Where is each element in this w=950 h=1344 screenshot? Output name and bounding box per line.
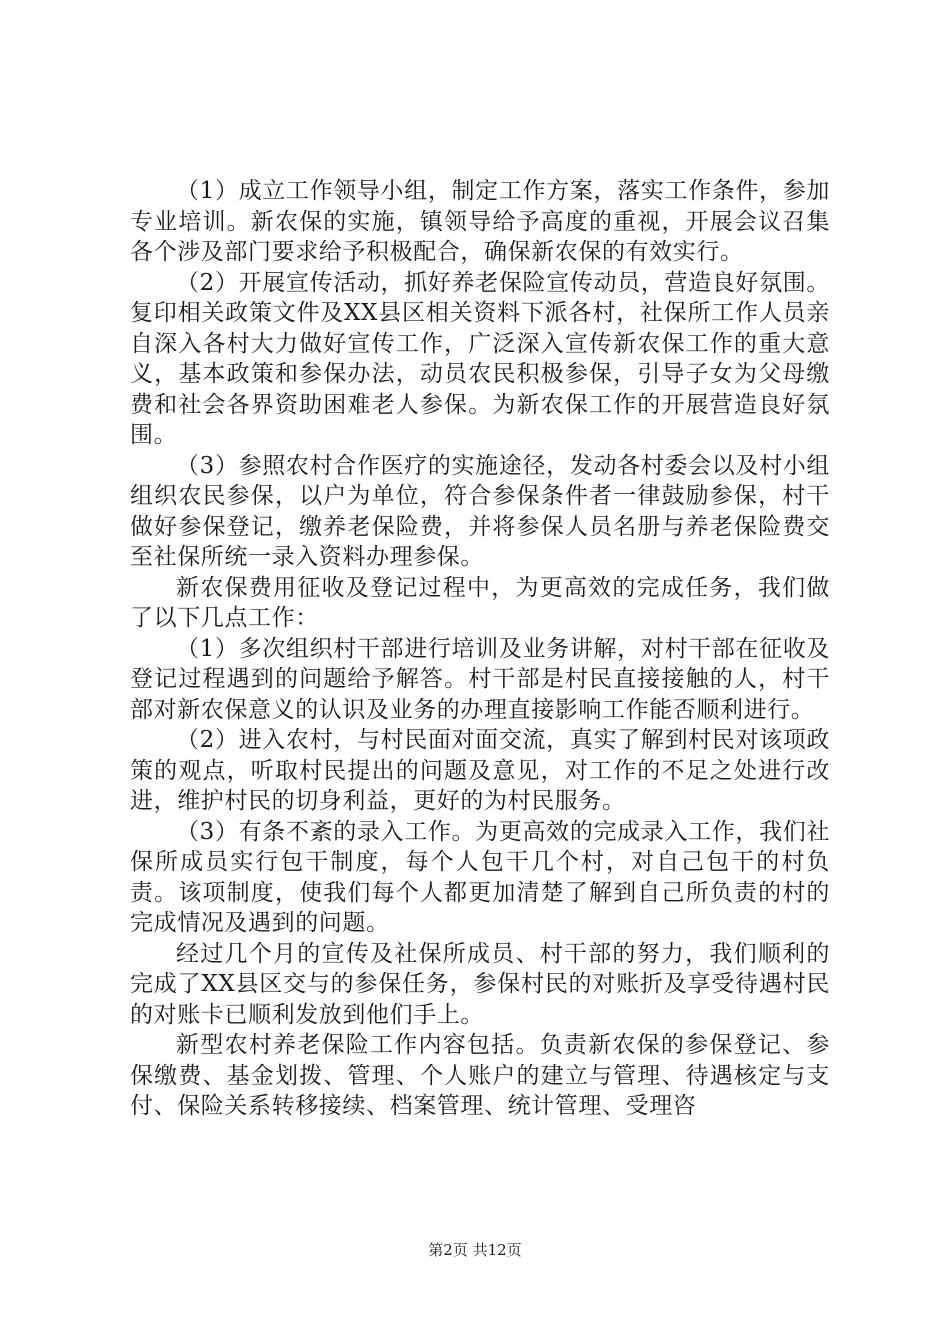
paragraph-4: 新农保费用征收及登记过程中，为更高效的完成任务，我们做了以下几点工作： [130,574,830,631]
paragraph-3: （3）参照农村合作医疗的实施途径，发动各村委会以及村小组组织农民参保，以户为单位，符合参保条件者一律鼓励参保，村干做好参保登记，缴养老保险费，并将参保人员名册与养老保险费交至社保所统一录入资料办理参保。 [130,452,830,570]
paragraph-7: （3）有条不紊的录入工作。为更高效的完成录入工作，我们社保所成员实行包干制度，每个人包干几个村，对自己包干的村负责。该项制度，使我们每个人都更加清楚了解到自己所负责的村的完成情况及遇到的问题。 [130,818,830,936]
paragraph-8: 经过几个月的宣传及社保所成员、村干部的努力，我们顺利的完成了XX县区交与的参保任务，参保村民的对账折及享受待遇村民的对账卡已顺利发放到他们手上。 [130,940,830,1028]
paragraph-2: （2）开展宣传活动，抓好养老保险宣传动员，营造良好氛围。复印相关政策文件及XX县区相关资料下派各村，社保所工作人员亲自深入各村大力做好宣传工作，广泛深入宣传新农保工作的重大意义，基本政策和参保办法，动员农民积极参保，引导子女为父母缴费和社会各界资助困难老人参保。为新农保工作的开展营造良好氛围。 [130,269,830,448]
document-body [130,176,830,1122]
paragraph-5: （1）多次组织村干部进行培训及业务讲解，对村干部在征收及登记过程遇到的问题给予解答。村干部是村民直接接触的人，村干部对新农保意义的认识及业务的办理直接影响工作能否顺利进行。 [130,635,830,723]
paragraph-6: （2）进入农村，与村民面对面交流，真实了解到村民对该项政策的观点，听取村民提出的问题及意见，对工作的不足之处进行改进，维护村民的切身利益，更好的为村民服务。 [130,727,830,814]
paragraph-1: （1）成立工作领导小组，制定工作方案，落实工作条件，参加专业培训。新农保的实施，镇领导给予高度的重视，开展会议召集各个涉及部门要求给予积极配合，确保新农保的有效实行。 [130,178,830,265]
paragraph-9: 新型农村养老保险工作内容包括。负责新农保的参保登记、参保缴费、基金划拨、管理、个人账户的建立与管理、待遇核定与支付、保险关系转移接续、档案管理、统计管理、受理咨 [130,1032,830,1119]
page-number-footer: 第2页 共12页 [428,1241,522,1259]
